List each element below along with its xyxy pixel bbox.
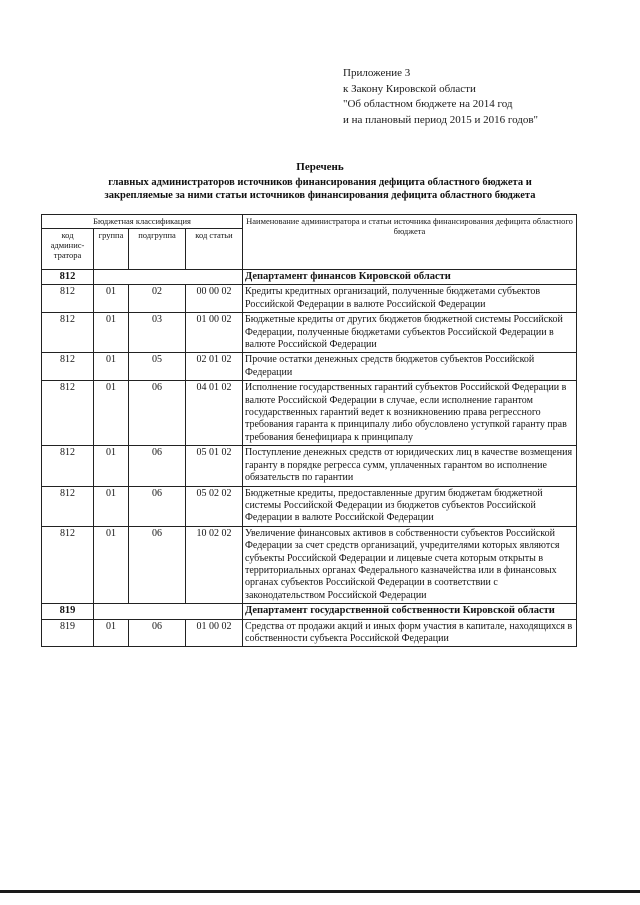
table-row [42,285,577,313]
cell-name: Исполнение государственных гарантий субъектов Российской Федерации в валюте Российской Федерации в случае, если исполнение гарантом государственных гарантий ведет к возникновению права регрессного требования гаранта к принципалу либо обусловлено уступкой гаранту прав требования бенефициара к принципалу [243,381,577,446]
cell-name: Поступление денежных средств от юридических лиц в качестве возмещения гаранту в порядке регресса сумм, уплаченных гарантом во исполнение обязательств по гарантии [243,446,577,486]
cell-group: 01 [94,619,129,647]
title-heading: Перечень [296,161,344,173]
cell-name: Бюджетные кредиты от других бюджетов бюджетной системы Российской Федерации, полученные бюджетами субъектов Российской Федерации в валюте Российской Федерации [243,313,577,353]
cell-code: 812 [42,353,94,381]
cell-code: 812 [42,446,94,486]
title-line-2: закрепляемые за ними статьи источников финансирования дефицита областного бюджета [104,190,536,201]
cell-article: 05 01 02 [186,446,243,486]
header-admin-name: Наименование администратора и статьи источника финансирования дефицита областного бюджета [243,215,577,270]
cell-name: Средства от продажи акций и иных форм участия в капитале, находящихся в собственности субъекта Российской Федерации [243,619,577,647]
cell-subgroup: 02 [129,285,186,313]
cell-article: 02 01 02 [186,353,243,381]
sources-table [41,214,577,647]
cell-name: Кредиты кредитных организаций, полученные бюджетами субъектов Российской Федерации в валюте Российской Федерации [243,285,577,313]
cell-name: Департамент государственной собственности Кировской области [243,604,577,619]
header-code-admin: код админис-тратора [42,229,94,270]
cell-group: 01 [94,486,129,526]
table-row [42,619,577,647]
table-row [42,604,577,619]
cell-group: 01 [94,313,129,353]
header-budget-classification: Бюджетная классификация [42,215,243,229]
page-bottom-border [0,890,640,893]
cell-code: 819 [42,619,94,647]
cell-name: Прочие остатки денежных средств бюджетов субъектов Российской Федерации [243,353,577,381]
appendix-header [343,66,538,128]
cell-name: Бюджетные кредиты, предоставленные другим бюджетам бюджетной системы Российской Федерации из бюджетов субъектов Российской Федерации в валюте Российской Федерации [243,486,577,526]
cell-code: 819 [42,604,94,619]
cell-subgroup: 06 [129,526,186,603]
cell-group: 01 [94,285,129,313]
header-article-code: код статьи [186,229,243,270]
cell-group: 01 [94,353,129,381]
cell-subgroup: 06 [129,619,186,647]
cell-subgroup: 06 [129,381,186,446]
appendix-law-title: "Об областном бюджете на 2014 год [343,98,513,110]
cell-group: 01 [94,381,129,446]
header-subgroup: подгруппа [129,229,186,270]
cell-article: 05 02 02 [186,486,243,526]
cell-name: Департамент финансов Кировской области [243,270,577,285]
appendix-number: Приложение 3 [343,67,411,79]
cell-empty [94,604,243,619]
cell-code: 812 [42,526,94,603]
table-row [42,486,577,526]
table-row [42,446,577,486]
cell-article: 10 02 02 [186,526,243,603]
cell-code: 812 [42,381,94,446]
cell-code: 812 [42,313,94,353]
cell-code: 812 [42,270,94,285]
cell-subgroup: 06 [129,486,186,526]
cell-article: 00 00 02 [186,285,243,313]
cell-subgroup: 03 [129,313,186,353]
document-title [20,161,620,203]
cell-article: 01 00 02 [186,313,243,353]
cell-empty [94,270,243,285]
table-row [42,353,577,381]
title-line-1: главных администраторов источников финансирования дефицита областного бюджета и [108,176,532,188]
table-row [42,526,577,603]
cell-name: Увеличение финансовых активов в собственности субъектов Российской Федерации за счет средств организаций, учредителями которых являются субъекты Российской Федерации и лицевые счета которым открыты в территориальных органах Федерального казначейства или в финансовых органах субъектов Российской Федерации в соответствии с законодательством Российской Федерации [243,526,577,603]
table-row [42,381,577,446]
cell-subgroup: 05 [129,353,186,381]
cell-article: 01 00 02 [186,619,243,647]
appendix-law: к Закону Кировской области [343,82,476,95]
cell-group: 01 [94,526,129,603]
table-row [42,270,577,285]
cell-code: 812 [42,486,94,526]
cell-subgroup: 06 [129,446,186,486]
cell-code: 812 [42,285,94,313]
table-row [42,313,577,353]
header-group: группа [94,229,129,270]
cell-group: 01 [94,446,129,486]
appendix-law-period: и на плановый период 2015 и 2016 годов" [343,113,539,126]
cell-article: 04 01 02 [186,381,243,446]
